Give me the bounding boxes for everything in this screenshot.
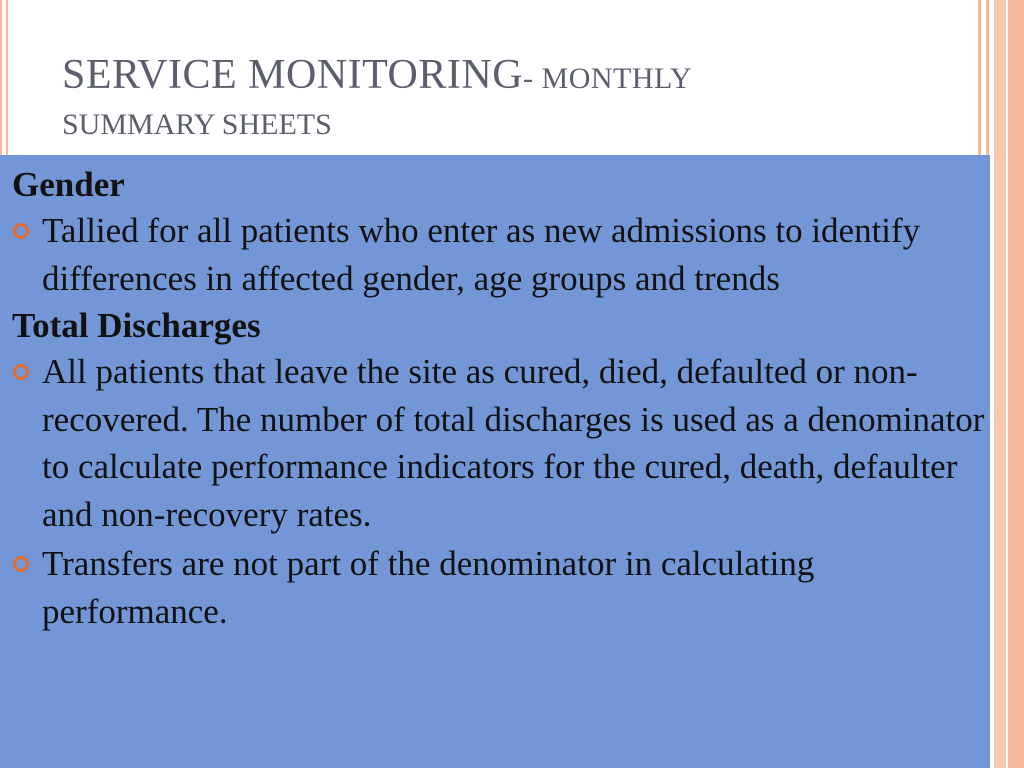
ring-bullet-icon xyxy=(13,223,29,239)
right-border-stripe xyxy=(994,0,1006,768)
right-border-stripe xyxy=(1008,0,1024,768)
slide-title-suffix: - MONTHLY xyxy=(523,62,693,95)
slide-content-panel xyxy=(0,155,990,768)
bullet-item xyxy=(12,207,990,302)
bullet-item xyxy=(12,540,990,635)
section-heading-gender: Gender xyxy=(12,165,125,204)
slide-title-main: SERVICE MONITORING xyxy=(62,52,524,98)
bullet-text: Tallied for all patients who enter as new admissions to identify differences in affected gender, age groups and trends xyxy=(42,211,921,298)
bullet-text: Transfers are not part of the denominator in calculating performance. xyxy=(42,544,815,631)
ring-bullet-icon xyxy=(13,556,29,572)
slide-title-line-2: SUMMARY SHEETS xyxy=(62,108,332,141)
slide-title xyxy=(62,54,962,140)
slide-title-line-1 xyxy=(62,54,962,96)
bullet-item xyxy=(12,348,990,538)
bullet-text: All patients that leave the site as cured, died, defaulted or non-recovered. The number of total discharges is used as a denominator to calculate performance indicators for the cured, death, defaulter and non-recovery rates. xyxy=(42,352,985,534)
section-heading-total-discharges: Total Discharges xyxy=(12,306,261,345)
ring-bullet-icon xyxy=(13,364,29,380)
